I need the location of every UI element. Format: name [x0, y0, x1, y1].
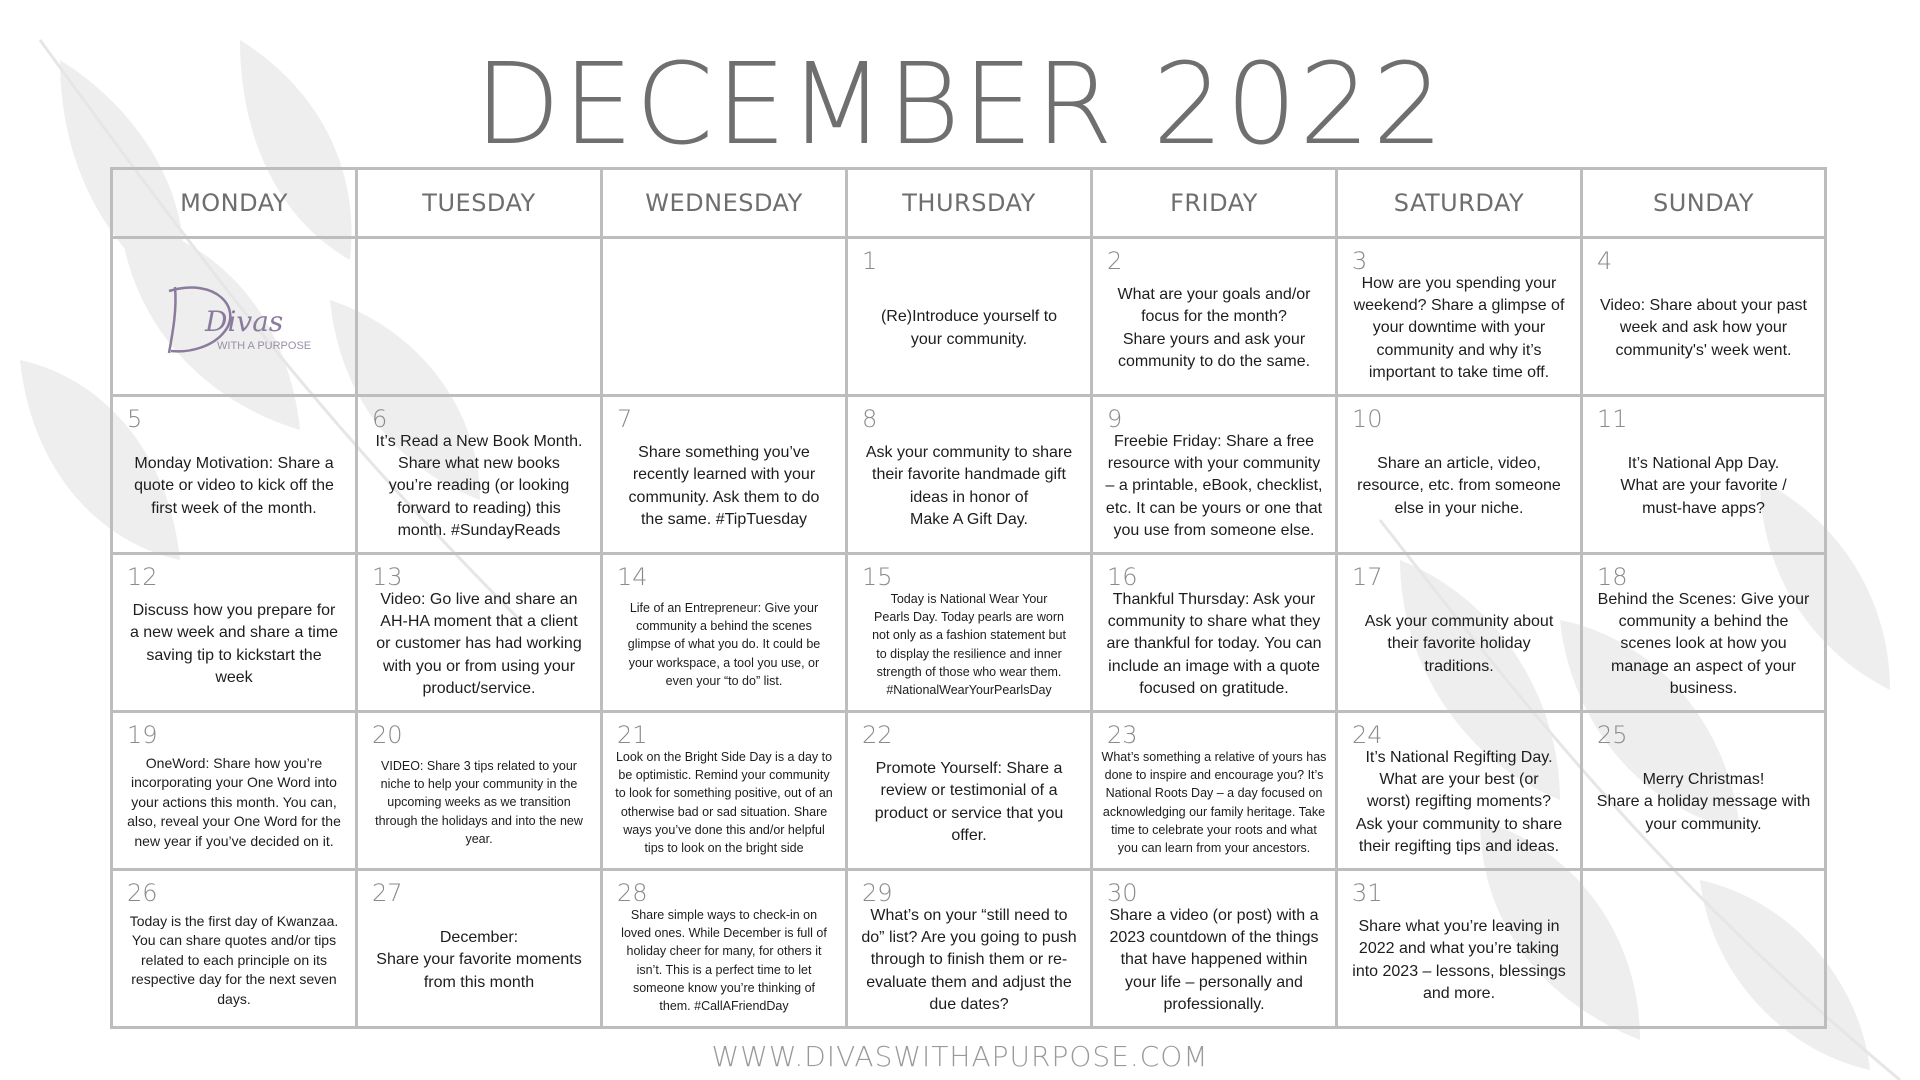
- day-number: 8: [862, 405, 878, 433]
- day-number: 22: [862, 721, 893, 749]
- day-prompt: Monday Motivation: Share a quote or video to kick off the first week of the month.: [134, 454, 334, 517]
- day-cell: [1092, 712, 1337, 870]
- day-cell: [1582, 238, 1826, 396]
- day-cell: [847, 870, 1092, 1028]
- day-prompt: (Re)Introduce yourself to your community.: [880, 308, 1058, 348]
- day-prompt: How are you spending your weekend? Share a glimpse of your downtime with your community and why it’s important to take time off.: [1353, 274, 1565, 382]
- day-number: 18: [1597, 563, 1628, 591]
- day-prompt: Discuss how you prepare for a new week and share a time saving tip to kickstart the week: [129, 601, 339, 686]
- day-cell: [1582, 396, 1826, 554]
- day-cell: [847, 554, 1092, 712]
- day-cell: [847, 712, 1092, 870]
- day-number: 6: [372, 405, 388, 433]
- calendar-week: [112, 870, 1826, 1028]
- day-cell: [112, 554, 357, 712]
- day-prompt: Today is the first day of Kwanzaa. You can share quotes and/or tips related to each principle on its respective day for the next seven days.: [129, 912, 339, 1007]
- day-prompt: OneWord: Share how you’re incorporating your One Word into your actions this month. You can, also, reveal your One Word for the new year if you’ve decided on it.: [127, 754, 341, 849]
- calendar-week: [112, 712, 1826, 870]
- day-prompt: Behind the Scenes: Give your community a behind the scenes look at how you manage an aspect of your business.: [1597, 590, 1810, 698]
- day-prompt: What’s something a relative of yours has done to inspire and encourage you? It’s National Roots Day – a day focused on acknowledging our family heritage. Take time to celebrate your roots and what you can learn from your ancestors.: [1101, 750, 1327, 855]
- day-prompt: Share something you’ve recently learned with your community. Ask them to do the same. #TipTuesday: [628, 443, 820, 528]
- day-cell: [112, 396, 357, 554]
- weekday-header: WEDNESDAY: [602, 169, 847, 238]
- day-number: 12: [127, 563, 158, 591]
- day-prompt: Thankful Thursday: Ask your community to share what they are thankful for today. You can include an image with a quote focused on gratitude.: [1106, 590, 1322, 698]
- day-prompt: Ask your community about their favorite holiday traditions.: [1364, 612, 1554, 675]
- day-cell: [847, 396, 1092, 554]
- calendar-week: [112, 554, 1826, 712]
- page-title: DECEMBER 2022: [474, 40, 1446, 170]
- day-prompt: Promote Yourself: Share a review or testimonial of a product or service that you offer.: [874, 759, 1064, 844]
- day-prompt: Share simple ways to check-in on loved ones. While December is full of holiday cheer for many, for others it isn’t. This is a perfect time to let someone know you’re thinking of them. #CallAFriendDay: [621, 908, 827, 1013]
- day-number: 24: [1352, 721, 1383, 749]
- day-cell-empty: [602, 238, 847, 396]
- calendar-grid: [110, 167, 1827, 1029]
- day-number: 20: [372, 721, 403, 749]
- day-number: 5: [127, 405, 143, 433]
- day-prompt: Share a video (or post) with a 2023 countdown of the things that have happened within your life – personally and professionally.: [1109, 906, 1319, 1014]
- day-number: 23: [1107, 721, 1138, 749]
- day-prompt: What’s on your “still need to do” list? Are you going to push through to finish them or re- evaluate them and adjust the due dates?: [861, 906, 1077, 1014]
- day-prompt: Share what you’re leaving in 2022 and what you’re taking into 2023 – lessons, blessings and more.: [1352, 917, 1566, 1002]
- day-number: 29: [862, 879, 893, 907]
- day-cell: [1337, 396, 1582, 554]
- day-number: 4: [1597, 247, 1613, 275]
- day-prompt: It’s Read a New Book Month. Share what new books you’re reading (or looking forward to reading) this month. #SundayReads: [375, 432, 583, 540]
- day-cell: [1092, 396, 1337, 554]
- logo-text: Divas: [205, 305, 284, 338]
- day-number: 1: [862, 247, 878, 275]
- calendar-week: [112, 396, 1826, 554]
- day-cell: [1337, 870, 1582, 1028]
- day-cell: [602, 870, 847, 1028]
- day-prompt: VIDEO: Share 3 tips related to your niche to help your community in the upcoming weeks as we transition through the holidays and into the new year.: [375, 759, 583, 846]
- day-cell: [602, 396, 847, 554]
- day-cell: [1582, 554, 1826, 712]
- day-cell: [1337, 238, 1582, 396]
- day-cell: [112, 712, 357, 870]
- day-cell: [1337, 554, 1582, 712]
- weekday-header: SATURDAY: [1337, 169, 1582, 238]
- weekday-header: SUNDAY: [1582, 169, 1826, 238]
- day-prompt: Video: Go live and share an AH-HA moment that a client or customer has had working with you or from using your product/service.: [376, 590, 582, 698]
- day-cell: [357, 712, 602, 870]
- day-cell: [1582, 712, 1826, 870]
- day-cell-empty: [1582, 870, 1826, 1028]
- day-number: 15: [862, 563, 893, 591]
- day-cell: [112, 870, 357, 1028]
- website-url: WWW.DIVASWITHAPURPOSE.COM: [711, 1040, 1209, 1073]
- day-prompt: Life of an Entrepreneur: Give your community a behind the scenes glimpse of what you do. It could be your workspace, a tool you use, or even your “to do” list.: [627, 601, 821, 688]
- day-cell: [602, 554, 847, 712]
- day-cell: [357, 396, 602, 554]
- day-number: 10: [1352, 405, 1383, 433]
- day-number: 25: [1597, 721, 1628, 749]
- day-prompt: It’s National App Day. What are your favorite / must-have apps?: [1620, 454, 1787, 517]
- calendar-week: [112, 238, 1826, 396]
- day-cell: [1092, 554, 1337, 712]
- day-number: 2: [1107, 247, 1123, 275]
- day-cell: [1092, 238, 1337, 396]
- day-number: 9: [1107, 405, 1123, 433]
- day-number: 19: [127, 721, 158, 749]
- day-prompt: Merry Christmas! Share a holiday message with your community.: [1596, 770, 1811, 833]
- weekday-header-row: [112, 169, 1826, 238]
- day-cell: [847, 238, 1092, 396]
- day-number: 17: [1352, 563, 1383, 591]
- day-number: 30: [1107, 879, 1138, 907]
- day-number: 16: [1107, 563, 1138, 591]
- day-cell: [602, 712, 847, 870]
- day-cell: [1092, 870, 1337, 1028]
- day-cell: [357, 870, 602, 1028]
- day-number: 7: [617, 405, 633, 433]
- day-cell-empty: [357, 238, 602, 396]
- day-prompt: December: Share your favorite moments from this month: [376, 928, 582, 991]
- day-cell: [357, 554, 602, 712]
- day-cell: [1337, 712, 1582, 870]
- day-cell-empty: [112, 238, 357, 396]
- day-number: 31: [1352, 879, 1383, 907]
- day-prompt: It’s National Regifting Day. What are your best (or worst) regifting moments? Ask your community to share their regifting tips and ideas.: [1355, 748, 1563, 856]
- day-number: 21: [617, 721, 648, 749]
- weekday-header: TUESDAY: [357, 169, 602, 238]
- day-prompt: Today is National Wear Your Pearls Day. Today pearls are worn not only as a fashion statement but to display the resilience and inner strength of those who wear them. #NationalWearYourPearlsDay: [872, 592, 1066, 697]
- logo-subtext: WITH A PURPOSE: [217, 340, 312, 352]
- day-number: 13: [372, 563, 403, 591]
- day-prompt: Ask your community to share their favorite handmade gift ideas in honor of Make A Gift Day.: [865, 443, 1073, 528]
- weekday-header: MONDAY: [112, 169, 357, 238]
- divas-logo: [147, 269, 347, 369]
- day-number: 11: [1597, 405, 1628, 433]
- day-number: 14: [617, 563, 648, 591]
- weekday-header: THURSDAY: [847, 169, 1092, 238]
- day-prompt: Video: Share about your past week and ask how your community's' week went.: [1600, 296, 1807, 359]
- day-number: 3: [1352, 247, 1368, 275]
- day-number: 27: [372, 879, 403, 907]
- day-prompt: Freebie Friday: Share a free resource with your community – a printable, eBook, checklist, etc. It can be yours or one that you use from someone else.: [1105, 432, 1323, 540]
- weekday-header: FRIDAY: [1092, 169, 1337, 238]
- day-prompt: Look on the Bright Side Day is a day to be optimistic. Remind your community to look for something positive, out of an otherwise bad or sad situation. Share ways you’ve done this and/or helpful tips to look on the bright side: [615, 750, 833, 855]
- day-prompt: Share an article, video, resource, etc. from someone else in your niche.: [1357, 454, 1561, 517]
- day-prompt: What are your goals and/or focus for the month? Share yours and ask your community to do the same.: [1117, 285, 1311, 370]
- day-number: 28: [617, 879, 648, 907]
- day-number: 26: [127, 879, 158, 907]
